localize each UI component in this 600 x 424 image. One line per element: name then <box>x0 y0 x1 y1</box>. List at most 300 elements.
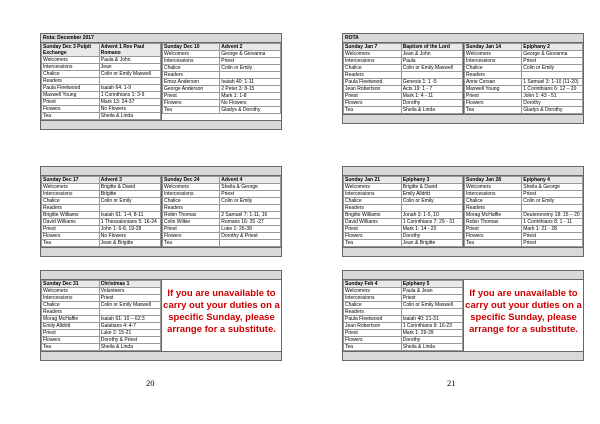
duty-value: Sheila & Linda <box>401 344 462 351</box>
duty-label: Tea <box>163 240 220 247</box>
duty-value: 1 Thessalonians 5: 16-24 <box>99 219 160 226</box>
duty-row <box>344 205 463 212</box>
duty-value: John 1: 43 - 51 <box>522 93 583 100</box>
duty-value: Isaiah 40: 1-11 <box>220 79 281 86</box>
liturgical-occasion: Advent 2 <box>220 44 281 51</box>
duty-value: 1 Corinthians 9: 16-23 <box>401 323 462 330</box>
duty-value <box>99 205 160 212</box>
duty-label: Chalice <box>465 65 522 72</box>
block-footer-bar <box>41 247 281 256</box>
duty-row <box>465 233 583 240</box>
sunday-column <box>463 176 583 247</box>
duty-label: Welcomers <box>163 51 220 58</box>
duty-row <box>344 79 463 86</box>
duty-value: 1 Corinthians 7: 29 - 31 <box>401 219 462 226</box>
sunday-column <box>161 176 281 247</box>
duty-label: Intercessions <box>344 191 402 198</box>
duty-label: Readers <box>465 72 522 79</box>
duty-row <box>465 79 583 86</box>
duty-label: Readers <box>42 205 100 212</box>
rota-block <box>40 33 282 130</box>
duty-row <box>465 205 583 212</box>
duty-label: Tea <box>465 107 522 114</box>
duty-value: Dorothy <box>522 100 583 107</box>
block-footer-bar <box>41 351 281 360</box>
duty-row <box>465 86 583 93</box>
duty-row <box>344 100 463 107</box>
duty-label: Paula Fleetwood <box>42 85 100 92</box>
duty-value: Mark 1: 21 - 28 <box>522 226 583 233</box>
duty-row <box>465 191 583 198</box>
duty-label: Tea <box>42 344 100 351</box>
duty-row <box>163 191 281 198</box>
sunday-heading-row <box>344 177 463 184</box>
liturgical-occasion: Advent 1 Rev Paul Romano <box>99 44 160 57</box>
duty-row <box>465 65 583 72</box>
duty-row <box>344 240 463 247</box>
duty-label: Tea <box>163 107 220 114</box>
duty-label: Welcomers <box>163 184 220 191</box>
duty-row <box>42 57 161 64</box>
duty-label: Priest <box>163 93 220 100</box>
sunday-date: Sunday Jan 21 <box>344 177 402 184</box>
duty-row <box>163 93 281 100</box>
duty-value <box>220 205 281 212</box>
sunday-date: Sunday Dec 10 <box>163 44 220 51</box>
duty-label: George Anderson <box>163 86 220 93</box>
duty-value: No Flowers <box>220 100 281 107</box>
duty-value: Mark 1: 4 - 11 <box>401 93 462 100</box>
duty-label: Priest <box>344 226 402 233</box>
duty-value: Deuteronomy 18: 15 – 20 <box>522 212 583 219</box>
duty-row <box>42 92 161 99</box>
duty-row <box>344 295 463 302</box>
duty-label: Paula Fleetwood <box>344 79 402 86</box>
duty-label: Chalice <box>42 198 100 205</box>
liturgical-occasion: Baptism of the Lord <box>401 44 462 51</box>
duty-label: Flowers <box>42 337 100 344</box>
duty-label: Flowers <box>42 106 100 113</box>
duty-value: Gladys & Dorothy <box>522 107 583 114</box>
duty-label: Readers <box>163 205 220 212</box>
duty-value: Priest <box>401 295 462 302</box>
duty-label: Chalice <box>42 71 100 78</box>
duty-value: Luke 2: 15-21 <box>99 330 160 337</box>
duty-value: Paula & Jean <box>401 288 462 295</box>
sunday-heading-row <box>42 44 161 57</box>
duty-value: No Flowers <box>99 233 160 240</box>
duty-label: Brigitte Williams <box>344 212 402 219</box>
sunday-date: Sunday Dec 31 <box>42 281 100 288</box>
duty-label: Priest <box>42 226 100 233</box>
duty-row <box>344 107 463 114</box>
duty-value: Isaiah 61: 1-4, 8-11 <box>99 212 160 219</box>
sunday-heading-row <box>42 177 161 184</box>
liturgical-occasion: Christmas 1 <box>99 281 160 288</box>
duty-label: David Williams <box>344 219 402 226</box>
duty-value: Jean & Brigitte <box>99 240 160 247</box>
duty-label: Welcomers <box>465 184 522 191</box>
duty-row <box>465 107 583 114</box>
block-footer-bar <box>343 114 583 123</box>
sunday-date: Sunday Dec 24 <box>163 177 220 184</box>
rota-block <box>342 33 584 124</box>
duty-row <box>344 86 463 93</box>
duty-row <box>42 99 161 106</box>
duty-value: Dorothy <box>401 233 462 240</box>
duty-value: Isaiah 61: 10 – 62:3 <box>99 316 160 323</box>
duty-label: Readers <box>344 309 402 316</box>
duty-row <box>163 198 281 205</box>
duty-row <box>344 323 463 330</box>
block-footer-bar <box>343 247 583 256</box>
duty-value: Isaiah 40: 21-31 <box>401 316 462 323</box>
duty-label: Emily Alldritt <box>42 323 100 330</box>
duty-value: Dorothy <box>401 337 462 344</box>
duty-value <box>401 72 462 79</box>
duty-label: Welcomers <box>42 288 100 295</box>
duty-label: Welcomers <box>42 184 100 191</box>
liturgical-occasion: Epiphany 3 <box>401 177 462 184</box>
duty-label: Intercessions <box>344 295 402 302</box>
duty-label: Welcomers <box>344 51 402 58</box>
duty-label: Readers <box>42 78 100 85</box>
duty-label: Colin Wilkie <box>163 219 220 226</box>
sunday-column <box>343 176 463 247</box>
block-grid <box>41 43 281 120</box>
duty-label: Priest <box>465 93 522 100</box>
sunday-table <box>41 176 161 247</box>
duty-value: Colin or Emily <box>522 198 583 205</box>
duty-label: Readers <box>42 309 100 316</box>
duty-label: Flowers <box>344 233 402 240</box>
duty-value: Colin or Emily <box>99 198 160 205</box>
duty-row <box>344 191 463 198</box>
duty-row <box>344 219 463 226</box>
duty-label: Flowers <box>465 100 522 107</box>
block-footer-bar <box>41 120 281 129</box>
rota-block <box>40 166 282 257</box>
rota-block <box>342 166 584 257</box>
block-grid <box>343 43 583 114</box>
duty-label: Chalice <box>163 65 220 72</box>
sunday-column <box>463 43 583 114</box>
duty-value: 1 Corinthians 1: 3-9 <box>99 92 160 99</box>
liturgical-occasion: Advent 3 <box>99 177 160 184</box>
sunday-heading-row <box>163 44 281 51</box>
duty-value <box>220 240 281 247</box>
duty-value: Paula & John <box>99 57 160 64</box>
duty-row <box>42 106 161 113</box>
duty-value: Gladys & Dorothy <box>220 107 281 114</box>
duty-row <box>42 64 161 71</box>
duty-row <box>42 113 161 120</box>
sunday-date: Sunday Jan 7 <box>344 44 402 51</box>
duty-row <box>42 191 161 198</box>
substitute-notice: If you are unavailable to carry out your duties on a specific Sunday, please arrange for a substitute. <box>161 280 281 351</box>
duty-value: Colin or Emily <box>401 198 462 205</box>
duty-label: Jean Robertson <box>344 86 402 93</box>
sunday-heading-row <box>465 44 583 51</box>
substitute-notice: If you are unavailable to carry out your duties on a specific Sunday, please arrange for a substitute. <box>463 280 583 351</box>
duty-label: Priest <box>465 226 522 233</box>
duty-row <box>163 233 281 240</box>
duty-value <box>99 78 160 85</box>
sunday-heading-row <box>465 177 583 184</box>
duty-value: 1 Corinthians 8: 1 - 11 <box>522 219 583 226</box>
duty-row <box>344 65 463 72</box>
sunday-heading-row <box>42 281 161 288</box>
duty-label: Flowers <box>344 337 402 344</box>
duty-value: 2 Samuel 7: 1-11, 16 <box>220 212 281 219</box>
duty-label: Intercessions <box>42 191 100 198</box>
duty-value: Mark 13: 24-37 <box>99 99 160 106</box>
duty-value <box>220 72 281 79</box>
duty-row <box>344 337 463 344</box>
duty-row <box>163 212 281 219</box>
duty-row <box>42 240 161 247</box>
duty-value: Acts 19: 1 - 7 <box>401 86 462 93</box>
duty-label: Intercessions <box>163 58 220 65</box>
duty-row <box>163 86 281 93</box>
duty-value: Dorothy & Priest <box>99 337 160 344</box>
duty-label: Welcomers <box>344 288 402 295</box>
duty-value: George & Giovanna <box>522 51 583 58</box>
sunday-table <box>41 280 161 351</box>
duty-row <box>465 226 583 233</box>
duty-value: Galatians 4: 4-7 <box>99 323 160 330</box>
duty-row <box>42 323 161 330</box>
duty-row <box>465 58 583 65</box>
duty-row <box>163 51 281 58</box>
duty-label: Readers <box>344 72 402 79</box>
duty-row <box>465 51 583 58</box>
duty-row <box>465 212 583 219</box>
duty-value: Priest <box>522 233 583 240</box>
duty-value: Brigitte <box>99 191 160 198</box>
duty-label: Priest <box>42 99 100 106</box>
duty-label: Welcomers <box>42 57 100 64</box>
block-grid <box>343 280 583 351</box>
duty-value: Brigitte & David <box>99 184 160 191</box>
duty-label: Chalice <box>344 198 402 205</box>
duty-label: Chalice <box>344 302 402 309</box>
rota-header: ROTA <box>343 34 583 43</box>
sunday-date: Sunday Dec 17 <box>42 177 100 184</box>
duty-row <box>163 219 281 226</box>
duty-label: Priest <box>42 330 100 337</box>
duty-row <box>344 330 463 337</box>
sunday-date: Sunday Feb 4 <box>344 281 402 288</box>
duty-row <box>344 316 463 323</box>
duty-label: Flowers <box>42 233 100 240</box>
duty-value: George & Giovanna <box>220 51 281 58</box>
sunday-heading-row <box>344 44 463 51</box>
sunday-table <box>162 176 281 247</box>
duty-label: Priest <box>344 93 402 100</box>
duty-row <box>344 58 463 65</box>
duty-label: Flowers <box>163 100 220 107</box>
sunday-column <box>41 43 161 120</box>
duty-row <box>163 65 281 72</box>
duty-label: Priest <box>344 330 402 337</box>
duty-value <box>401 205 462 212</box>
duty-label: Tea <box>465 240 522 247</box>
duty-label: Chalice <box>42 302 100 309</box>
duty-value: Colin or Emily Maxwell <box>99 71 160 78</box>
duty-value: Sheila & George <box>220 184 281 191</box>
duty-row <box>163 79 281 86</box>
duty-value <box>522 72 583 79</box>
duty-label: Tea <box>344 107 402 114</box>
duty-value: John 1: 6-8, 19-28 <box>99 226 160 233</box>
duty-value: Jonah 3: 1-5, 10 <box>401 212 462 219</box>
duty-row <box>42 337 161 344</box>
duty-value: Colin or Emily <box>522 65 583 72</box>
liturgical-occasion: Advent 4 <box>220 177 281 184</box>
duty-value: 2 Peter 3: 8-15 <box>220 86 281 93</box>
duty-row <box>465 198 583 205</box>
duty-row <box>42 226 161 233</box>
duty-value <box>522 205 583 212</box>
duty-value: Colin or Emily Maxwell <box>401 65 462 72</box>
duty-label: Flowers <box>163 233 220 240</box>
duty-value: Dorothy & Priest <box>220 233 281 240</box>
duty-value: Dorothy <box>401 100 462 107</box>
duty-value: Priest <box>99 295 160 302</box>
duty-label: Welcomers <box>344 184 402 191</box>
duty-row <box>344 184 463 191</box>
duty-row <box>344 288 463 295</box>
duty-value: Priest <box>522 58 583 65</box>
duty-row <box>344 233 463 240</box>
duty-value: Jean & Brigitte <box>401 240 462 247</box>
duty-row <box>344 302 463 309</box>
duty-value: Mark 1: 29-39 <box>401 330 462 337</box>
duty-row <box>465 184 583 191</box>
duty-value: Sheila & George <box>522 184 583 191</box>
sunday-column <box>161 43 281 120</box>
duty-row <box>163 226 281 233</box>
duty-row <box>344 344 463 351</box>
duty-row <box>163 107 281 114</box>
duty-row <box>42 212 161 219</box>
duty-row <box>42 344 161 351</box>
duty-label: Readers <box>465 205 522 212</box>
duty-row <box>344 309 463 316</box>
duty-row <box>344 226 463 233</box>
block-grid <box>41 176 281 247</box>
duty-label: Welcomers <box>465 51 522 58</box>
duty-value: Genesis 1: 1 -5 <box>401 79 462 86</box>
duty-row <box>163 205 281 212</box>
sunday-column <box>41 280 161 351</box>
duty-label: Priest <box>163 226 220 233</box>
block-footer-bar <box>343 351 583 360</box>
duty-value: Jean <box>99 64 160 71</box>
duty-label: Readers <box>344 205 402 212</box>
duty-label: Robin Thomas <box>465 219 522 226</box>
duty-row <box>344 212 463 219</box>
sunday-table <box>343 43 463 114</box>
duty-row <box>344 51 463 58</box>
duty-label: Paula Fleetwood <box>344 316 402 323</box>
duty-value: Emily Alldritt <box>401 191 462 198</box>
duty-row <box>42 295 161 302</box>
duty-row <box>465 72 583 79</box>
duty-value <box>99 309 160 316</box>
duty-value <box>401 309 462 316</box>
duty-value: Priest <box>220 191 281 198</box>
duty-label: Tea <box>344 344 402 351</box>
duty-row <box>163 72 281 79</box>
right-page-number: 21 <box>447 378 456 388</box>
duty-value: Luke 1: 26-38 <box>220 226 281 233</box>
block-header-bar <box>343 271 583 280</box>
duty-label: Intercessions <box>465 191 522 198</box>
duty-value: Colin or Emily Maxwell <box>99 302 160 309</box>
duty-value: Priest <box>220 58 281 65</box>
duty-label: Tea <box>42 240 100 247</box>
duty-label: Emsz Anderson <box>163 79 220 86</box>
duty-label: Tea <box>344 240 402 247</box>
duty-row <box>465 219 583 226</box>
block-grid <box>41 280 281 351</box>
duty-value: Mark 1: 14 - 20 <box>401 226 462 233</box>
duty-row <box>344 93 463 100</box>
liturgical-occasion: Epiphany 2 <box>522 44 583 51</box>
duty-row <box>465 240 583 247</box>
duty-value: Colin or Emily <box>220 198 281 205</box>
duty-value: Romans 16: 25 -27 <box>220 219 281 226</box>
duty-value: Brigitte & David <box>401 184 462 191</box>
sunday-column <box>343 280 463 351</box>
duty-value: Priest <box>522 191 583 198</box>
duty-value: Jean & John <box>401 51 462 58</box>
sunday-table <box>41 43 161 120</box>
duty-row <box>163 100 281 107</box>
sunday-date: Sunday Jan 28 <box>465 177 522 184</box>
duty-label: David Williams <box>42 219 100 226</box>
sunday-date: Sunday Dec 3 Pulpit Exchange <box>42 44 100 57</box>
block-header-bar <box>41 167 281 176</box>
duty-label: Jean Robertson <box>344 323 402 330</box>
sunday-column <box>343 43 463 114</box>
duty-label: Intercessions <box>344 58 402 65</box>
duty-row <box>42 219 161 226</box>
duty-label: Flowers <box>465 233 522 240</box>
duty-row <box>465 100 583 107</box>
sunday-heading-row <box>344 281 463 288</box>
sunday-date: Sunday Jan 14 <box>465 44 522 51</box>
duty-row <box>163 58 281 65</box>
duty-value: Sheila & Linda <box>99 344 160 351</box>
duty-row <box>163 240 281 247</box>
liturgical-occasion: Epiphany 4 <box>522 177 583 184</box>
duty-row <box>344 72 463 79</box>
duty-label: Chalice <box>163 198 220 205</box>
duty-row <box>42 184 161 191</box>
block-grid <box>343 176 583 247</box>
duty-label: Morag McHaffie <box>465 212 522 219</box>
sunday-table <box>464 176 583 247</box>
sunday-heading-row <box>163 177 281 184</box>
duty-value: No Flowers <box>99 106 160 113</box>
duty-row <box>42 205 161 212</box>
duty-value: Mark 1: 1-8 <box>220 93 281 100</box>
duty-row <box>42 302 161 309</box>
sunday-table <box>343 176 463 247</box>
